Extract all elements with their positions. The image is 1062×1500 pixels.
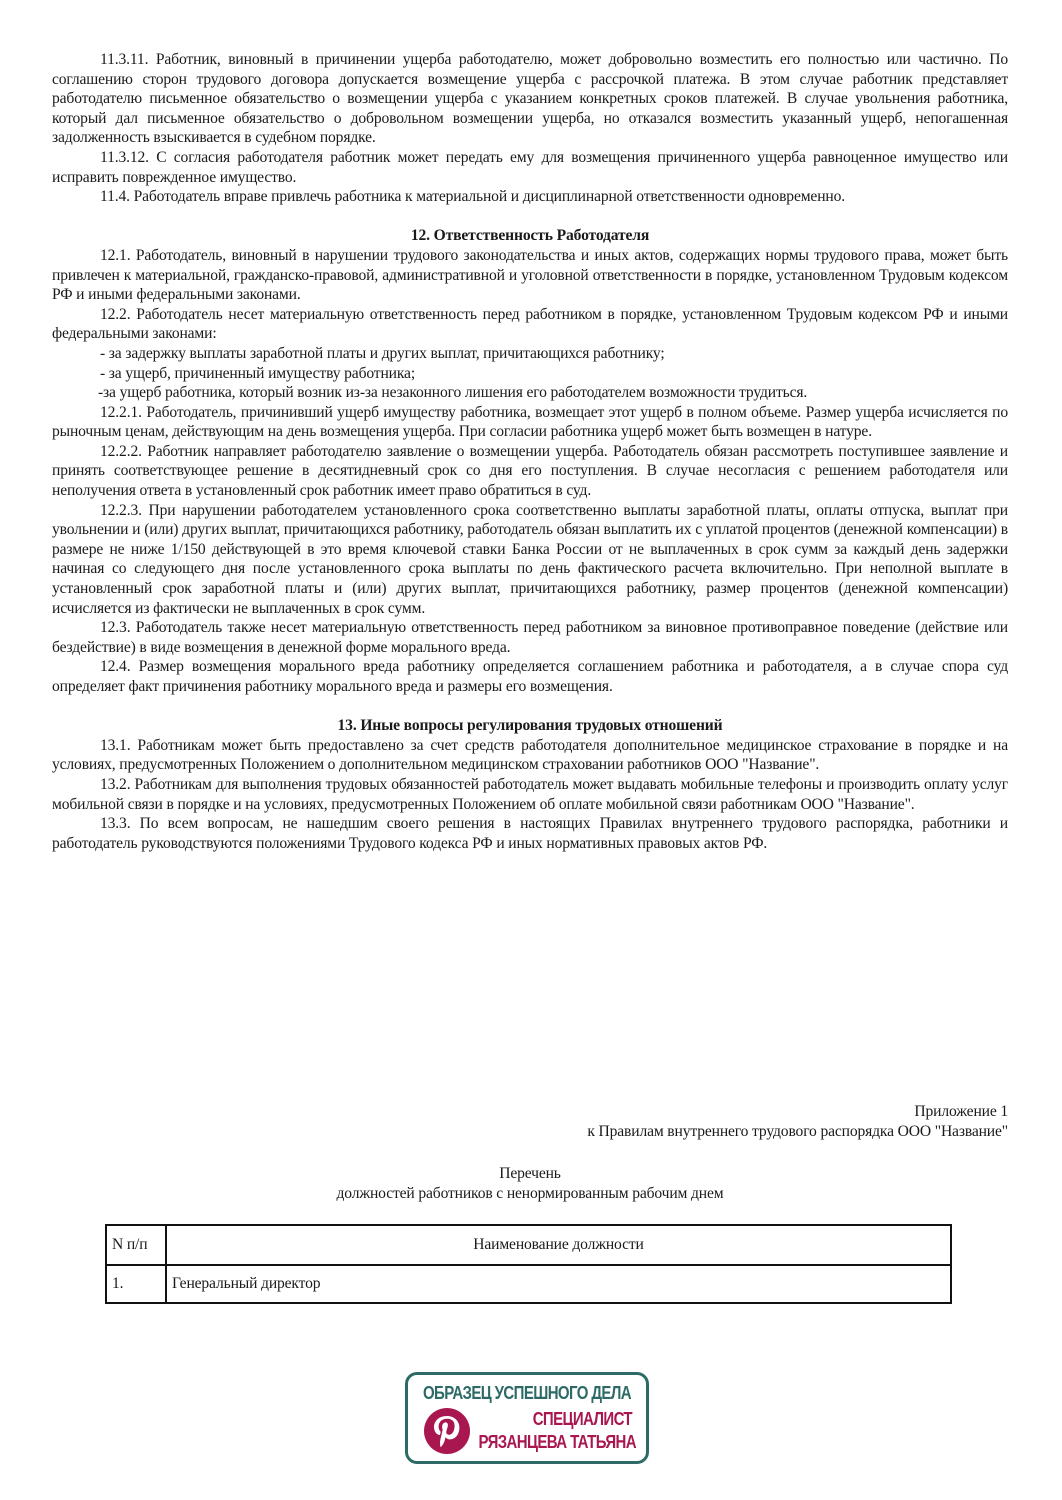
paragraph-11-3-12: 11.3.12. С согласия работодателя работник может передать ему для возмещения причиненного ущерба равноценное имущество или исправить поврежденное имущество. bbox=[52, 148, 1008, 186]
document-body bbox=[52, 50, 1008, 853]
paragraph-12-1: 12.1. Работодатель, виновный в нарушении трудового законодательства и иных актов, содержащих нормы трудового права, может быть привлечен к материальной, гражданско-правовой, административной и уголовной ответственности в порядке, установленном Трудовым кодексом РФ и иными федеральными законами. bbox=[52, 246, 1008, 304]
paragraph-12-3: 12.3. Работодатель также несет материальную ответственность перед работником за виновное противоправное поведение (действие или бездействие) в виде возмещения в денежной форме морального вреда. bbox=[52, 619, 1008, 656]
paragraph-12-2: 12.2. Работодатель несет материальную ответственность перед работником в порядке, установленном Трудовым кодексом РФ и иными федеральными законами: bbox=[52, 305, 1008, 343]
list-item: -за ущерб работника, который возник из-за незаконного лишения его работодателем возможности трудиться. bbox=[98, 384, 808, 402]
appendix-title-block bbox=[52, 1164, 1008, 1204]
spacer bbox=[52, 697, 1008, 717]
watermark-logo bbox=[405, 1372, 649, 1464]
list-item: - за задержку выплаты заработной платы и других выплат, причитающихся работнику; bbox=[100, 344, 665, 362]
watermark-line3: РЯЗАНЦЕВА ТАТЬЯНА bbox=[478, 1432, 636, 1453]
cell-number: 1. bbox=[106, 1265, 166, 1303]
section-12-heading: 12. Ответственность Работодателя bbox=[410, 227, 650, 245]
paragraph-13-1: 13.1. Работникам может быть предоставлено за счет средств работодателя дополнительное медицинское страхование в порядке и на условиях, предусмотренных Положением о дополнительном медицинском страховании работников ООО "Название". bbox=[52, 736, 1008, 774]
appendix-header bbox=[52, 1102, 1008, 1141]
appendix-label: Приложение 1 bbox=[914, 1103, 1008, 1120]
table-row bbox=[106, 1265, 951, 1303]
paragraph-12-4: 12.4. Размер возмещения морального вреда работнику определяется соглашением работника и работодателя, а в случае спора суд определяет факт причинения работнику морального вреда и размеры его возмещения. bbox=[52, 658, 1008, 695]
spacer bbox=[52, 207, 1008, 227]
cell-position-name: Генеральный директор bbox=[166, 1265, 951, 1303]
list-item: - за ущерб, причиненный имуществу работника; bbox=[100, 364, 416, 382]
paragraph-13-3: 13.3. По всем вопросам, не нашедшим своего решения в настоящих Правилах внутреннего трудового распорядка, работники и работодатель руководствуются положениями Трудового кодекса РФ и иных нормативных правовых актов РФ. bbox=[52, 815, 1008, 852]
appendix-reference: к Правилам внутреннего трудового распорядка ООО "Название" bbox=[587, 1122, 1008, 1140]
watermark-line1: ОБРАЗЕЦ УСПЕШНОГО ДЕЛА bbox=[422, 1383, 631, 1404]
paragraph-11-4: 11.4. Работодатель вправе привлечь работника к материальной и дисциплинарной ответственности одновременно. bbox=[100, 188, 845, 206]
paragraph-12-2-2: 12.2.2. Работник направляет работодателю заявление о возмещении ущерба. Работодатель обязан рассмотреть поступившее заявление и принять соответствующее решение в десятидневный срок со дня его поступления. В случае несогласия с решением работодателя или неполучения ответа в установленный срок работник имеет право обратиться в суд. bbox=[52, 442, 1008, 500]
paragraph-12-2-3: 12.2.3. При нарушении работодателем установленного срока соответственно выплаты заработной платы, оплаты отпуска, выплат при увольнении и (или) других выплат, причитающихся работнику, работодатель обязан выплатить их с уплатой процентов (денежной компенсации) в размере не ниже 1/150 действующей в это время ключевой ставки Банка России от не выплаченных в срок сумм за каждый день задержки начиная со следующего дня после установленного срока выплаты по день фактического расчета включительно. При неполной выплате в установленный срок заработной платы и (или) других выплат, причитающихся работнику, размер процентов (денежной компенсации) исчисляется из фактически не выплаченных в срок сумм. bbox=[52, 501, 1008, 617]
pinterest-icon bbox=[424, 1408, 470, 1454]
watermark-line2: СПЕЦИАЛИСТ bbox=[532, 1409, 632, 1430]
positions-table bbox=[105, 1224, 952, 1304]
paragraph-11-3-11: 11.3.11. Работник, виновный в причинении ущерба работодателю, может добровольно возместить его полностью или частично. По соглашению сторон трудового договора допускается возмещение ущерба с рассрочкой платежа. В этом случае работник представляет работодателю письменное обязательство о возмещении ущерба с указанием конкретных сроков платежей. В случае увольнения работника, который дал письменное обязательство о добровольном возмещении ущерба, но отказался возместить указанный ущерб, непогашенная задолженность взыскивается в судебном порядке. bbox=[52, 51, 1008, 147]
appendix-title: Перечень bbox=[499, 1165, 561, 1182]
header-number: N п/п bbox=[106, 1225, 166, 1265]
appendix-subtitle: должностей работников с ненормированным рабочим днем bbox=[336, 1185, 724, 1202]
paragraph-12-2-1: 12.2.1. Работодатель, причинивший ущерб имуществу работника, возмещает этот ущерб в полном объеме. Размер ущерба исчисляется по рыночным ценам, действующим на день возмещения ущерба. При согласии работника ущерб может быть возмещен в натуре. bbox=[52, 403, 1008, 441]
header-position-name: Наименование должности bbox=[166, 1225, 951, 1265]
paragraph-13-2: 13.2. Работникам для выполнения трудовых обязанностей работодатель может выдавать мобильные телефоны и производить оплату услуг мобильной связи в порядке и на условиях, предусмотренных Положением об оплате мобильной связи работникам ООО "Название". bbox=[52, 775, 1008, 813]
section-13-heading: 13. Иные вопросы регулирования трудовых отношений bbox=[337, 717, 723, 735]
table-header-row bbox=[106, 1225, 951, 1265]
